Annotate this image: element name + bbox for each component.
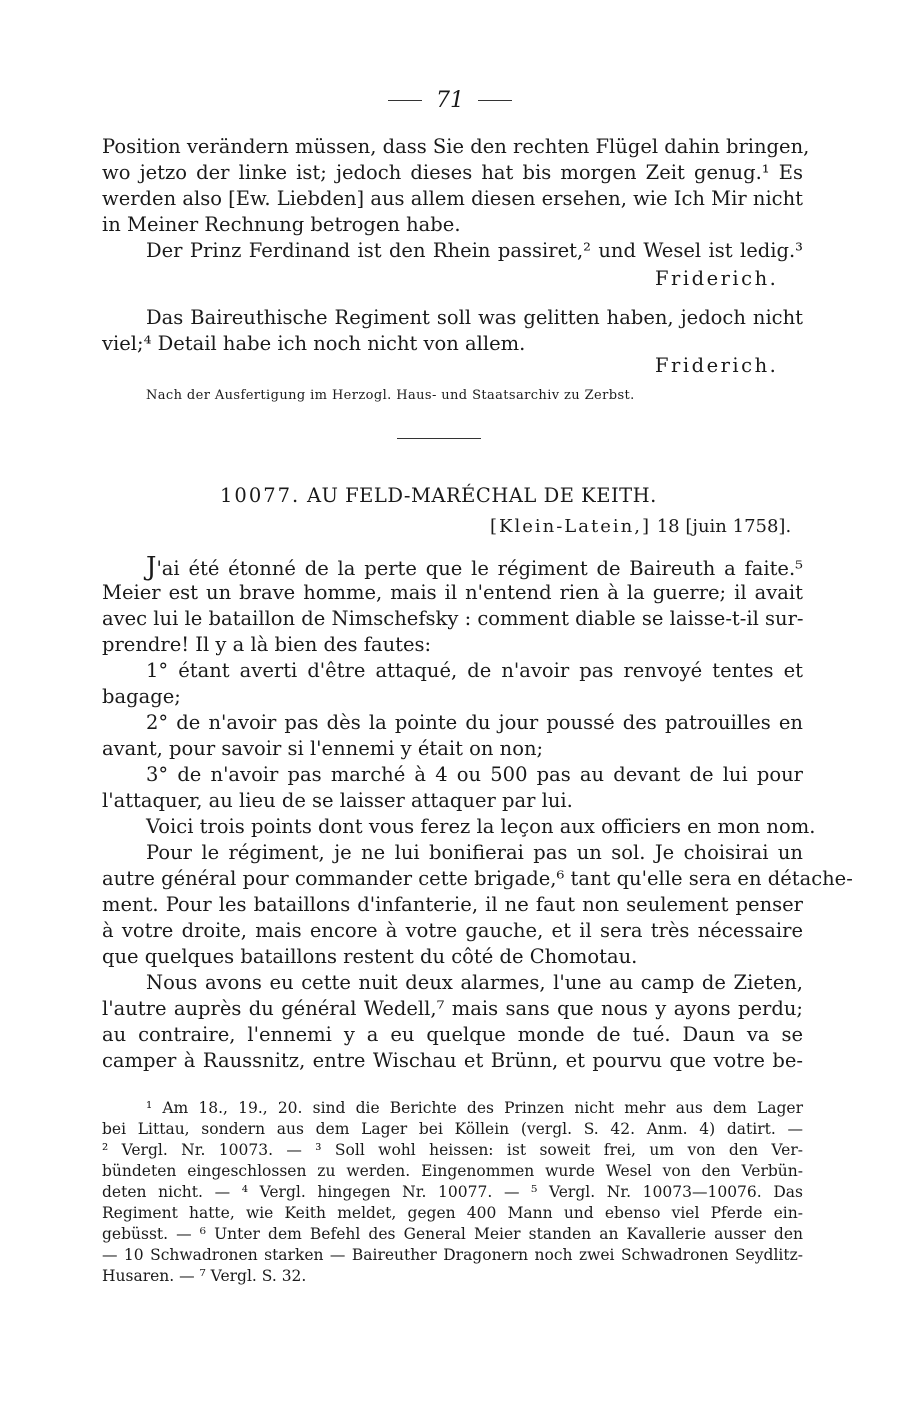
page-header xyxy=(0,88,900,113)
text-line: bagage; xyxy=(102,685,181,708)
text-line: que quelques bataillons restent du côté de Chomotau. xyxy=(102,945,638,968)
text-line: camper à Raussnitz, entre Wischau et Brünn, et pourvu que votre be- xyxy=(102,1049,803,1072)
footnote-line: Husaren. — ⁷ Vergl. S. 32. xyxy=(102,1267,307,1285)
text-line: ment. Pour les bataillons d'infanterie, il ne faut non seulement penser xyxy=(102,893,803,916)
drop-cap: J xyxy=(146,552,157,582)
text-line: Voici trois points dont vous ferez la leçon aux officiers en mon nom. xyxy=(146,815,816,838)
text-line: Das Baireuthische Regiment soll was gelitten haben, jedoch nicht xyxy=(146,306,803,329)
page-number: 71 xyxy=(436,88,464,113)
text-line: viel;⁴ Detail habe ich noch nicht von allem. xyxy=(102,332,526,355)
text-line: l'autre auprès du général Wedell,⁷ mais sans que nous y ayons perdu; xyxy=(102,997,803,1020)
text-line: 2° de n'avoir pas dès la pointe du jour poussé des patrouilles en xyxy=(146,711,803,734)
text-line: Meier est un brave homme, mais il n'entend rien à la guerre; il avait xyxy=(102,581,803,604)
text-line: Nous avons eu cette nuit deux alarmes, l'une au camp de Zieten, xyxy=(146,971,803,994)
letter-dateline xyxy=(490,516,791,537)
footnote-line: gebüsst. — ⁶ Unter dem Befehl des General Meier standen an Kavallerie ausser den xyxy=(102,1225,803,1243)
letter-number: 10077. xyxy=(220,484,301,507)
source-note: Nach der Ausfertigung im Herzogl. Haus- und Staatsarchiv zu Zerbst. xyxy=(146,388,635,403)
footnote-line: — 10 Schwadronen starken — Baireuther Dragonern noch zwei Schwadronen Seydlitz- xyxy=(102,1246,803,1264)
footnote-line: bei Littau, sondern aus dem Lager bei Köllein (vergl. S. 42. Anm. 4) datirt. — xyxy=(102,1120,803,1138)
text-line: à votre droite, mais encore à votre gauche, et il sera très nécessaire xyxy=(102,919,803,942)
signature: Friderich. xyxy=(655,267,779,290)
text-line: 1° étant averti d'être attaqué, de n'avoir pas renvoyé tentes et xyxy=(146,659,803,682)
footnote-line: bündeten eingeschlossen zu werden. Eingenommen wurde Wesel von den Verbün- xyxy=(102,1162,803,1180)
section-divider xyxy=(397,438,481,439)
text-line: autre général pour commander cette brigade,⁶ tant qu'elle sera en détache- xyxy=(102,867,853,890)
text-line xyxy=(146,554,803,582)
footnote-line: ¹ Am 18., 19., 20. sind die Berichte des Prinzen nicht mehr aus dem Lager xyxy=(146,1099,803,1117)
text-line: Pour le régiment, je ne lui bonifierai pas un sol. Je choisirai un xyxy=(146,841,803,864)
text-line: l'attaquer, au lieu de se laisser attaquer par lui. xyxy=(102,789,573,812)
text-line: werden also [Ew. Liebden] aus allem diesen ersehen, wie Ich Mir nicht xyxy=(102,187,803,210)
text-line-content: 'ai été étonné de la perte que le régiment de Baireuth a faite.⁵ xyxy=(156,557,803,580)
footnote-line: ² Vergl. Nr. 10073. — ³ Soll wohl heissen: ist soweit frei, um von den Ver- xyxy=(102,1141,803,1159)
text-line: 3° de n'avoir pas marché à 4 ou 500 pas au devant de lui pour xyxy=(146,763,803,786)
header-dash-right xyxy=(478,100,512,101)
text-line: Position verändern müssen, dass Sie den rechten Flügel dahin bringen, xyxy=(102,135,810,158)
text-line: in Meiner Rechnung betrogen habe. xyxy=(102,213,461,236)
signature: Friderich. xyxy=(655,354,779,377)
footnote-line: deten nicht. — ⁴ Vergl. hingegen Nr. 10077. — ⁵ Vergl. Nr. 10073—10076. Das xyxy=(102,1183,803,1201)
footnote-line: Regiment hatte, wie Keith meldet, gegen 400 Mann und ebenso viel Pferde ein- xyxy=(102,1204,803,1222)
text-line: avant, pour savoir si l'ennemi y était on non; xyxy=(102,737,544,760)
text-line: au contraire, l'ennemi y a eu quelque monde de tué. Daun va se xyxy=(102,1023,803,1046)
text-line: wo jetzo der linke ist; jedoch dieses hat bis morgen Zeit genug.¹ Es xyxy=(102,161,803,184)
text-line: Der Prinz Ferdinand ist den Rhein passiret,² und Wesel ist ledig.³ xyxy=(146,239,803,262)
letter-place: [Klein-Latein,] xyxy=(490,516,651,537)
header-dash-left xyxy=(388,100,422,101)
letter-date: 18 [juin 1758]. xyxy=(656,516,792,537)
text-line: prendre! Il y a là bien des fautes: xyxy=(102,633,432,656)
text-line: avec lui le bataillon de Nimschefsky : comment diable se laisse-t-il sur- xyxy=(102,607,804,630)
letter-heading xyxy=(220,484,657,507)
letter-title: AU FELD-MARÉCHAL DE KEITH. xyxy=(306,484,657,507)
